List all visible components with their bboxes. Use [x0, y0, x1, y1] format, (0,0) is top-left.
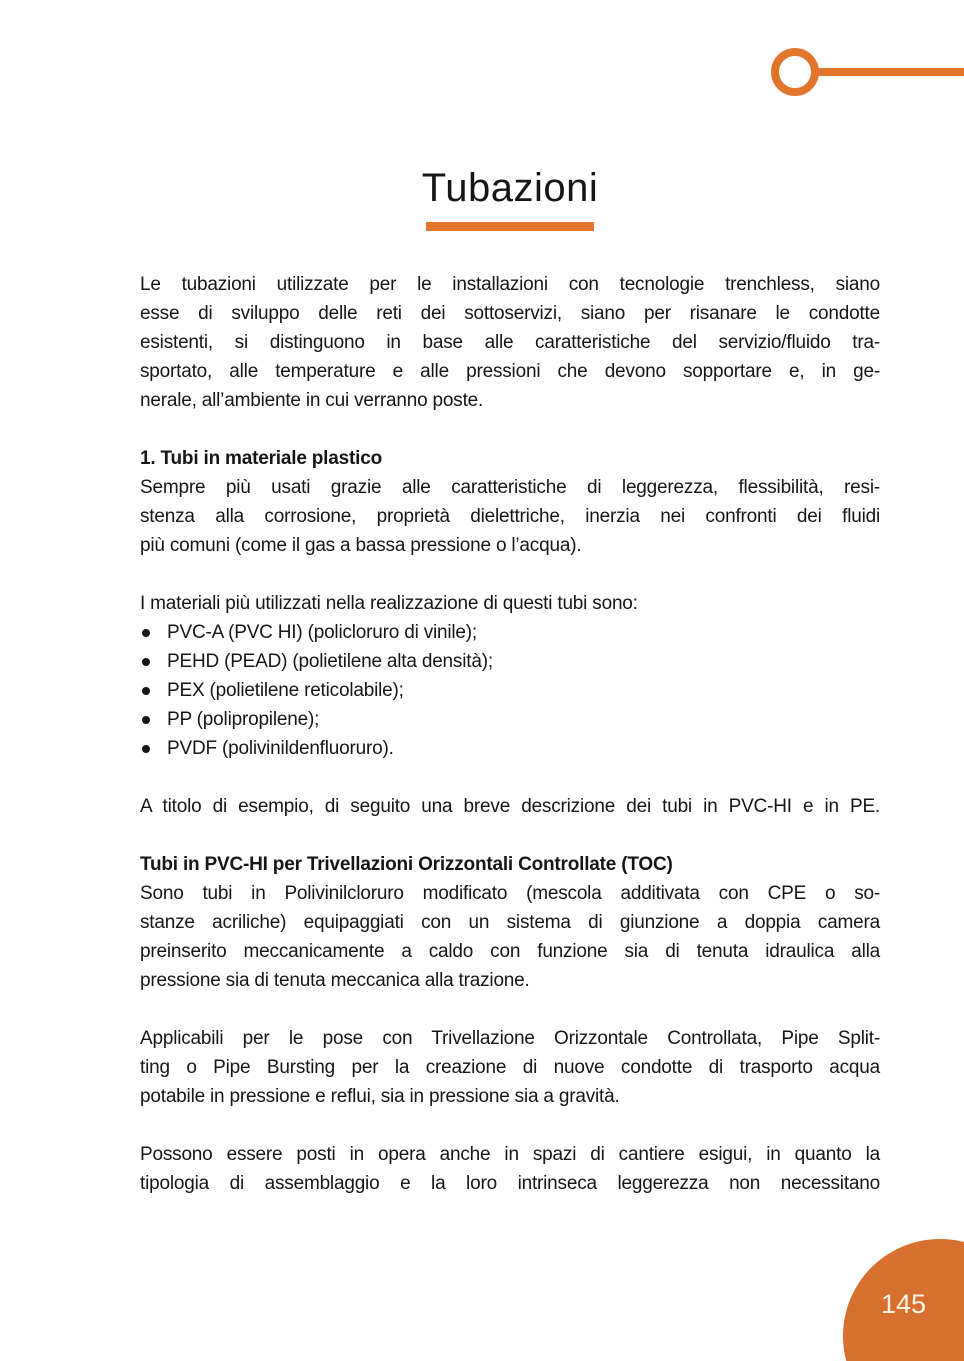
- paragraph-pvc-description: [140, 879, 880, 995]
- list-item: [140, 647, 880, 676]
- paragraph-example-note: [140, 792, 880, 821]
- text-line: sportato, alle temperature e alle pressioni che devono sopportare e, in ge-: [140, 361, 880, 382]
- section-heading-pvc-hi-toc: Tubi in PVC-HI per Trivellazioni Orizzontali Controllate (TOC): [140, 854, 673, 875]
- text-line: preinserito meccanicamente a caldo con funzione sia di tenuta idraulica alla: [140, 941, 880, 962]
- text-line: Possono essere posti in opera anche in spazi di cantiere esigui, in quanto la: [140, 1144, 880, 1165]
- text-line: potabile in pressione e reflui, sia in pressione sia a gravità.: [140, 1086, 620, 1107]
- title-block: [140, 164, 880, 231]
- list-item: [140, 618, 880, 647]
- section-heading-tubi-plastico: 1. Tubi in materiale plastico: [140, 448, 382, 469]
- text-line: esistenti, si distinguono in base alle caratteristiche del servizio/fluido tra-: [140, 332, 880, 353]
- paragraph-intro: [140, 270, 880, 415]
- text-line: stanze acriliche) equipaggiati con un sistema di giunzione a doppia camera: [140, 912, 880, 933]
- text-line: nerale, all’ambiente in cui verranno poste.: [140, 390, 484, 411]
- title-underline: [426, 222, 594, 231]
- list-item-text: PEHD (PEAD) (polietilene alta densità);: [167, 651, 493, 672]
- paragraph-section-1: [140, 473, 880, 560]
- body-text-column: [140, 270, 880, 1198]
- text-line: Sempre più usati grazie alle caratteristiche di leggerezza, flessibilità, resi-: [140, 477, 880, 498]
- text-line: ting o Pipe Bursting per la creazione di nuove condotte di trasporto acqua: [140, 1057, 880, 1078]
- text-line: Sono tubi in Polivinilcloruro modificato (mescola additivata con CPE o so-: [140, 883, 880, 904]
- bullet-icon: [140, 618, 167, 647]
- list-item-text: PEX (polietilene reticolabile);: [167, 680, 404, 701]
- list-item: [140, 734, 880, 763]
- paragraph-installation: [140, 1140, 880, 1198]
- text-line: stenza alla corrosione, proprietà dielettriche, inerzia nei confronti dei fluidi: [140, 506, 880, 527]
- text-line: A titolo di esempio, di seguito una breve descrizione dei tubi in PVC-HI e in PE.: [140, 796, 880, 817]
- list-item-text: PP (polipropilene);: [167, 709, 320, 730]
- chapter-ornament-ring-icon: [771, 48, 819, 96]
- list-item-text: PVDF (polivinildenfluoruro).: [167, 738, 394, 759]
- bullet-icon: [140, 734, 167, 763]
- text-line: esse di sviluppo delle reti dei sottoservizi, siano per risanare le condotte: [140, 303, 880, 324]
- list-item-text: PVC-A (PVC HI) (policloruro di vinile);: [167, 622, 478, 643]
- bullet-icon: [140, 676, 167, 705]
- list-item: [140, 676, 880, 705]
- page-title: Tubazioni: [421, 166, 599, 210]
- bullet-icon: [140, 647, 167, 676]
- text-line: Le tubazioni utilizzate per le installazioni con tecnologie trenchless, siano: [140, 274, 880, 295]
- bullet-icon: [140, 705, 167, 734]
- chapter-ornament-line: [815, 68, 964, 76]
- paragraph-applications: [140, 1024, 880, 1111]
- text-line: più comuni (come il gas a bassa pressione o l’acqua).: [140, 535, 582, 556]
- text-line: tipologia di assemblaggio e la loro intrinseca leggerezza non necessitano: [140, 1173, 880, 1194]
- text-line: Applicabili per le pose con Trivellazione Orizzontale Controllata, Pipe Split-: [140, 1028, 880, 1049]
- list-item: [140, 705, 880, 734]
- materials-list: [140, 618, 880, 763]
- text-line: pressione sia di tenuta meccanica alla trazione.: [140, 970, 530, 991]
- page-number: 145: [880, 1288, 927, 1319]
- materials-list-intro: I materiali più utilizzati nella realizzazione di questi tubi sono:: [140, 593, 638, 614]
